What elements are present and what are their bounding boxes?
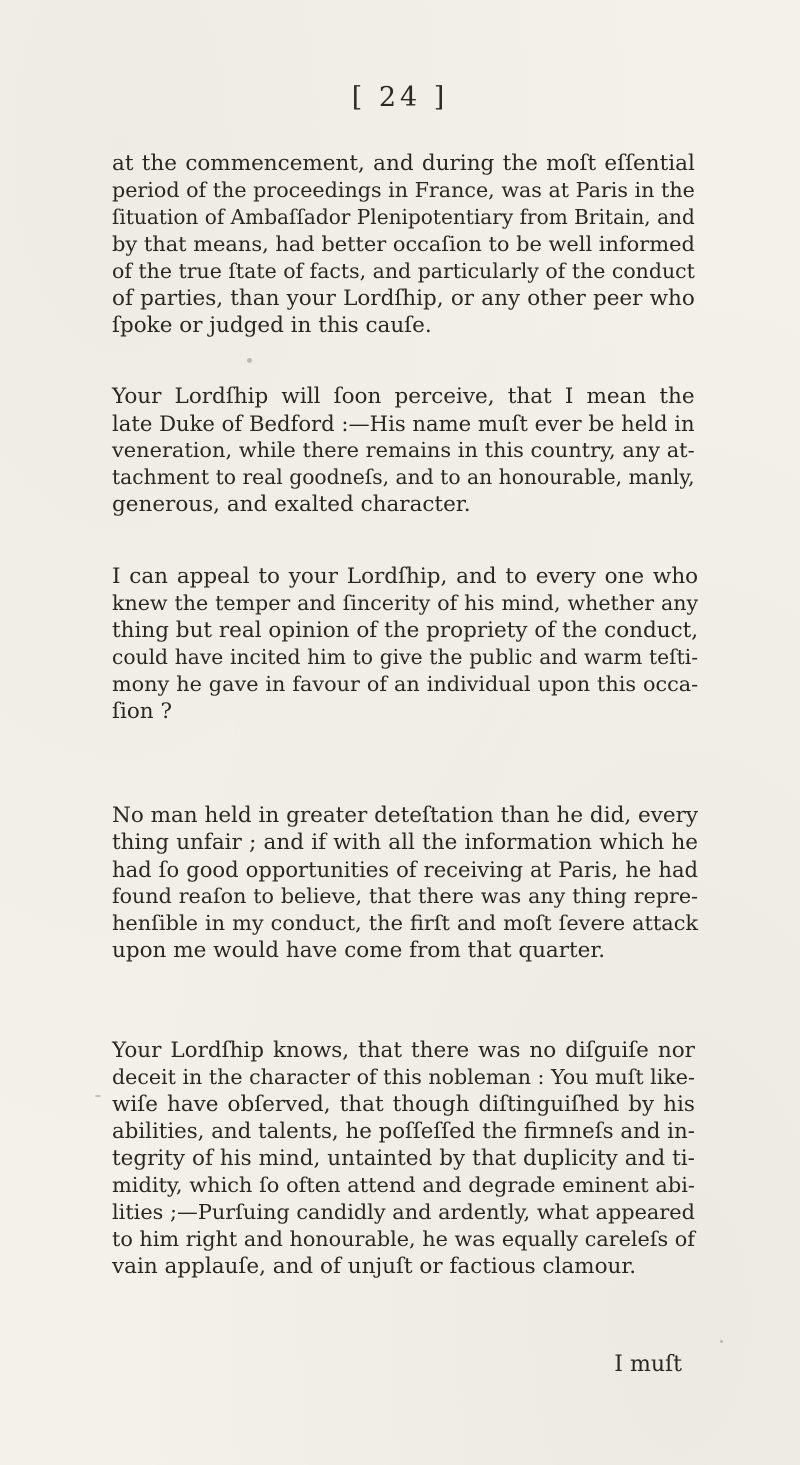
text-line: could have incited him to give the public and warm teſti- (112, 645, 699, 669)
catchword: I muſt (614, 1352, 682, 1377)
paragraph-2 (112, 383, 695, 518)
text-line: Your Lordſhip knows, that there was no diſguiſe nor (112, 1038, 695, 1063)
text-line: to him right and honourable, he was equally careleſs of (112, 1227, 695, 1251)
text-line: of parties, than your Lordſhip, or any other peer who (112, 286, 695, 311)
text-line: mony he gave in favour of an individual upon this occa- (112, 672, 699, 696)
paragraph-4 (112, 802, 698, 964)
text-line: period of the proceedings in France, was at Paris in the (112, 178, 695, 202)
text-line: Your Lordſhip will ſoon perceive, that I mean the (112, 384, 695, 409)
text-line: knew the temper and ſincerity of his mind, whether any (112, 591, 699, 615)
text-line: late Duke of Bedford :—His name muſt ever be held in (112, 411, 695, 436)
text-line: tachment to real goodneſs, and to an honourable, manly, (112, 465, 695, 489)
text-line: henſible in my conduct, the firſt and moſt ſevere attack (112, 911, 699, 935)
text-line: upon me would have come from that quarter. (112, 938, 606, 963)
text-line: No man held in greater deteſtation than he did, every (112, 803, 699, 828)
text-line: found reaſon to believe, that there was any thing repre- (112, 884, 699, 908)
paragraph-3 (112, 563, 698, 725)
text-line: ſion ? (112, 699, 172, 724)
text-line: I can appeal to your Lordſhip, and to every one who (112, 564, 699, 589)
text-line: ſituation of Ambaſſador Plenipotentiary from Britain, and (112, 205, 695, 229)
paragraph-5 (112, 1037, 695, 1280)
text-line: deceit in the character of this nobleman : You muſt like- (112, 1065, 695, 1089)
text-line: wiſe have obſerved, that though diſtinguiſhed by his (112, 1092, 695, 1117)
text-line: tegrity of his mind, untainted by that duplicity and ti- (112, 1146, 695, 1171)
paper-speck (95, 1095, 101, 1097)
text-line: generous, and exalted character. (112, 492, 471, 517)
text-line: abilities, and talents, he poſſeſſed the firmneſs and in- (112, 1119, 695, 1144)
paper-speck (720, 1340, 723, 1343)
text-line: of the true ſtate of facts, and particularly of the conduct (112, 259, 695, 283)
text-line: by that means, had better occaſion to be well informed (112, 232, 695, 256)
text-line: ſpoke or judged in this cauſe. (112, 313, 432, 338)
text-line: veneration, while there remains in this country, any at- (112, 438, 695, 462)
paper-speck (247, 358, 252, 363)
text-line: lities ;—Purſuing candidly and ardently, what appeared (112, 1200, 695, 1224)
text-line: at the commencement, and during the moſt eſſential (112, 151, 695, 176)
text-line: midity, which ſo often attend and degrade eminent abi- (112, 1173, 695, 1197)
page-number: [ 24 ] (351, 82, 449, 113)
text-line: had ſo good opportunities of receiving at Paris, he had (112, 857, 699, 882)
text-line: thing but real opinion of the propriety of the conduct, (112, 618, 699, 643)
text-line: thing unfair ; and if with all the information which he (112, 830, 699, 855)
paragraph-1 (112, 150, 695, 339)
text-line: vain applauſe, and of unjuſt or factious clamour. (112, 1254, 637, 1279)
